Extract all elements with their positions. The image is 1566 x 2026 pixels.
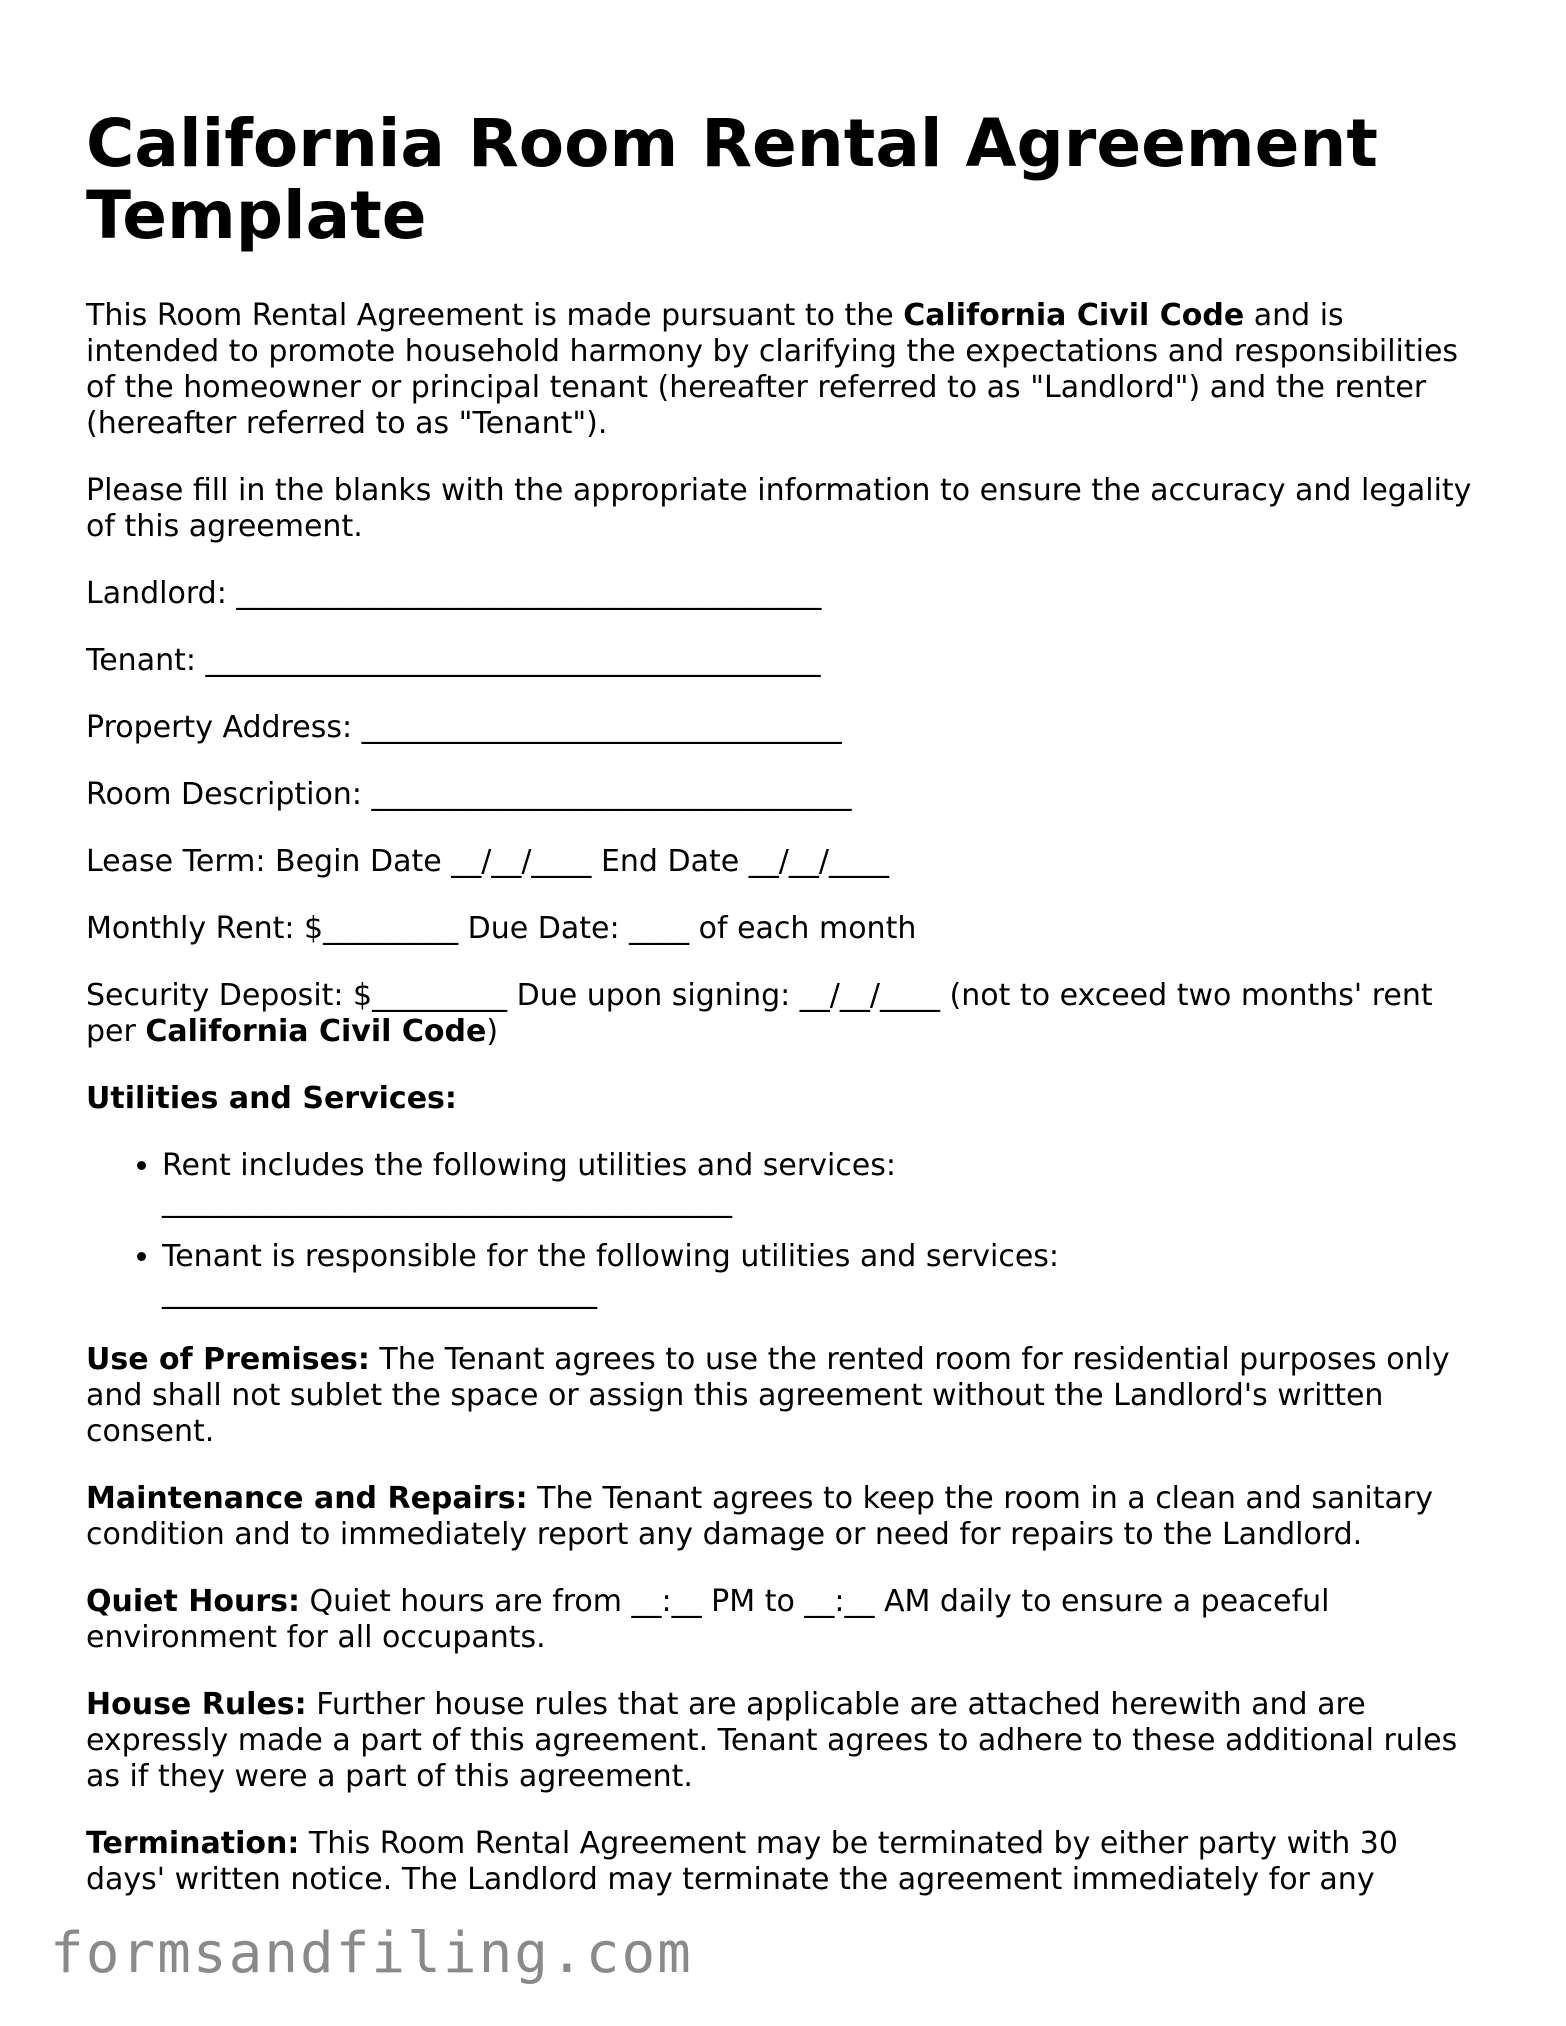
utilities-included-blank: ______________________________________ [162, 1184, 732, 1219]
room-description-field: Room Description: ________________________________ [86, 777, 852, 812]
document-title: California Room Rental Agreement Template [86, 105, 1378, 254]
use-of-premises-section [86, 1342, 1486, 1450]
quiet-hours-heading: Quiet Hours: [86, 1584, 300, 1619]
quiet-hours-text: Quiet hours are from __:__ PM to __:__ AM daily to ensure a peaceful environment for all occupants. [86, 1584, 1330, 1655]
utilities-list [86, 1148, 1486, 1311]
maintenance-heading: Maintenance and Repairs: [86, 1481, 528, 1516]
utilities-tenant-item [162, 1239, 1486, 1311]
tenant-field: Tenant: _________________________________________ [86, 643, 821, 678]
landlord-field: Landlord: _______________________________________ [86, 576, 822, 611]
instructions-paragraph: Please fill in the blanks with the appropriate information to ensure the accuracy and legality of this agreement. [86, 473, 1472, 544]
lease-term-field: Lease Term: Begin Date __/__/____ End Date __/__/____ [86, 844, 889, 879]
maintenance-section [86, 1481, 1486, 1553]
security-deposit-text-1: Security Deposit: $_________ Due upon signing: __/__/____ (not to exceed two months' rent per [86, 978, 1433, 1049]
utilities-heading: Utilities and Services: [86, 1081, 457, 1116]
use-of-premises-text: The Tenant agrees to use the rented room for residential purposes only and shall not sublet the space or assign this agreement without the Landlord's written consent. [86, 1342, 1450, 1449]
security-deposit-civil-code: California Civil Code [145, 1014, 487, 1049]
utilities-included-text: Rent includes the following utilities and services: [162, 1148, 896, 1183]
security-deposit-field [86, 978, 1486, 1050]
intro-text-2: and is intended to promote household harmony by clarifying the expectations and responsibilities of the homeowner or principal tenant (hereafter referred to as "Landlord") and the renter (hereafter referred to as "Tenant"). [86, 298, 1459, 441]
quiet-hours-section [86, 1584, 1486, 1656]
utilities-tenant-blank: _____________________________ [162, 1275, 597, 1310]
document-page [86, 105, 1486, 1929]
intro-paragraph [86, 298, 1486, 442]
security-deposit-text-2: ) [486, 1014, 499, 1049]
intro-text-1: This Room Rental Agreement is made pursuant to the [86, 298, 904, 333]
termination-text: This Room Rental Agreement may be terminated by either party with 30 days' written notice. The Landlord may terminate the agreement immediately for any [86, 1826, 1398, 1897]
utilities-included-item [162, 1148, 1486, 1220]
intro-civil-code: California Civil Code [903, 298, 1245, 333]
maintenance-text: The Tenant agrees to keep the room in a clean and sanitary condition and to immediately report any damage or need for repairs to the Landlord. [86, 1481, 1433, 1552]
house-rules-text: Further house rules that are applicable are attached herewith and are expressly made a part of this agreement. Tenant agrees to adhere to these additional rules as if they were a part of this agreement. [86, 1687, 1458, 1794]
use-of-premises-heading: Use of Premises: [86, 1342, 370, 1377]
house-rules-section [86, 1687, 1486, 1795]
house-rules-heading: House Rules: [86, 1687, 307, 1722]
monthly-rent-field: Monthly Rent: $_________ Due Date: ____ of each month [86, 911, 917, 946]
property-address-field: Property Address: ________________________________ [86, 710, 842, 745]
watermark: formsandfiling.com [50, 1921, 693, 1986]
termination-heading: Termination: [86, 1826, 300, 1861]
termination-section [86, 1826, 1486, 1898]
utilities-tenant-text: Tenant is responsible for the following utilities and services: [162, 1239, 1060, 1274]
